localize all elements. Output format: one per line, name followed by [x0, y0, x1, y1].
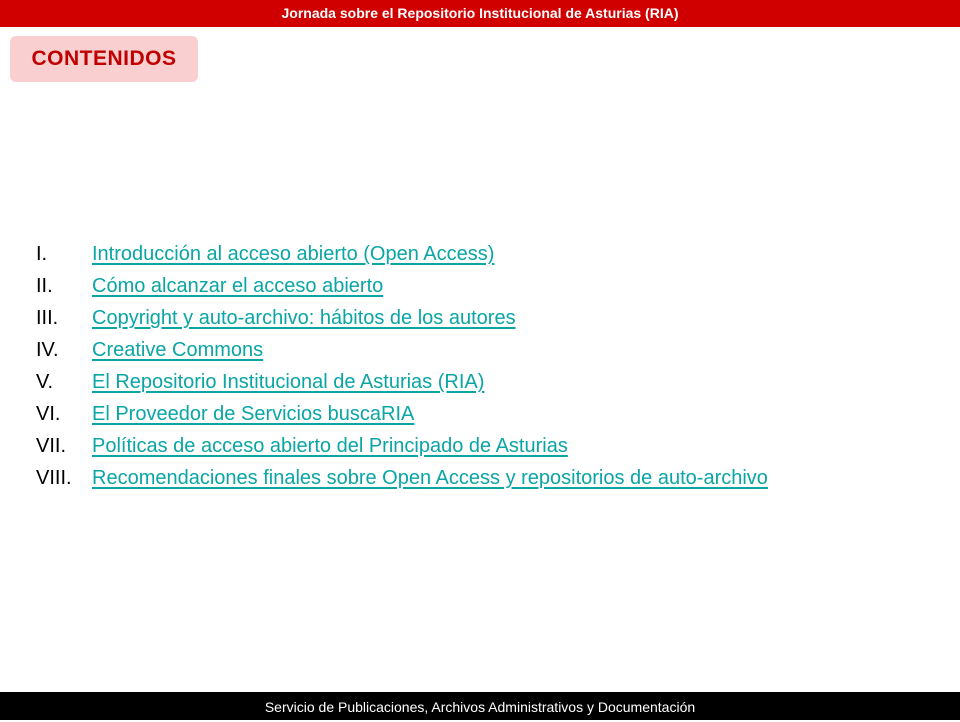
toc-link-ria-repository[interactable]: El Repositorio Institucional de Asturias (RIA) — [92, 371, 485, 393]
toc-number: VII. — [36, 435, 67, 457]
toc-number: IV. — [36, 339, 59, 361]
toc-item — [36, 302, 768, 334]
toc-link-intro-open-access[interactable]: Introducción al acceso abierto (Open Access) — [92, 243, 495, 265]
toc-item — [36, 430, 768, 462]
toc-number: I. — [36, 243, 48, 265]
footer-text: Servicio de Publicaciones, Archivos Administrativos y Documentación — [264, 699, 696, 715]
header-banner — [0, 0, 960, 27]
footer-banner — [0, 692, 960, 720]
toc-number: III. — [36, 307, 59, 329]
toc-number: VI. — [36, 403, 61, 425]
toc-link-buscaria[interactable]: El Proveedor de Servicios buscaRIA — [92, 403, 415, 425]
toc-item — [36, 366, 768, 398]
toc-item — [36, 398, 768, 430]
header-title: Jornada sobre el Repositorio Institucional de Asturias (RIA) — [281, 5, 679, 21]
toc-number: VIII. — [36, 467, 72, 489]
toc-link-creative-commons[interactable]: Creative Commons — [92, 339, 264, 361]
toc-item — [36, 462, 768, 494]
toc-item — [36, 270, 768, 302]
section-title-tab — [10, 36, 198, 82]
toc-link-asturias-policies[interactable]: Políticas de acceso abierto del Principado de Asturias — [92, 435, 568, 457]
table-of-contents — [36, 238, 768, 494]
toc-link-copyright-self-archiving[interactable]: Copyright y auto-archivo: hábitos de los autores — [92, 307, 516, 329]
toc-item — [36, 238, 768, 270]
toc-item — [36, 334, 768, 366]
section-title: CONTENIDOS — [31, 47, 177, 70]
toc-link-achieve-open-access[interactable]: Cómo alcanzar el acceso abierto — [92, 275, 384, 297]
toc-number: V. — [36, 371, 54, 393]
toc-number: II. — [36, 275, 53, 297]
toc-link-final-recommendations[interactable]: Recomendaciones finales sobre Open Access y repositorios de auto-archivo — [92, 467, 768, 489]
